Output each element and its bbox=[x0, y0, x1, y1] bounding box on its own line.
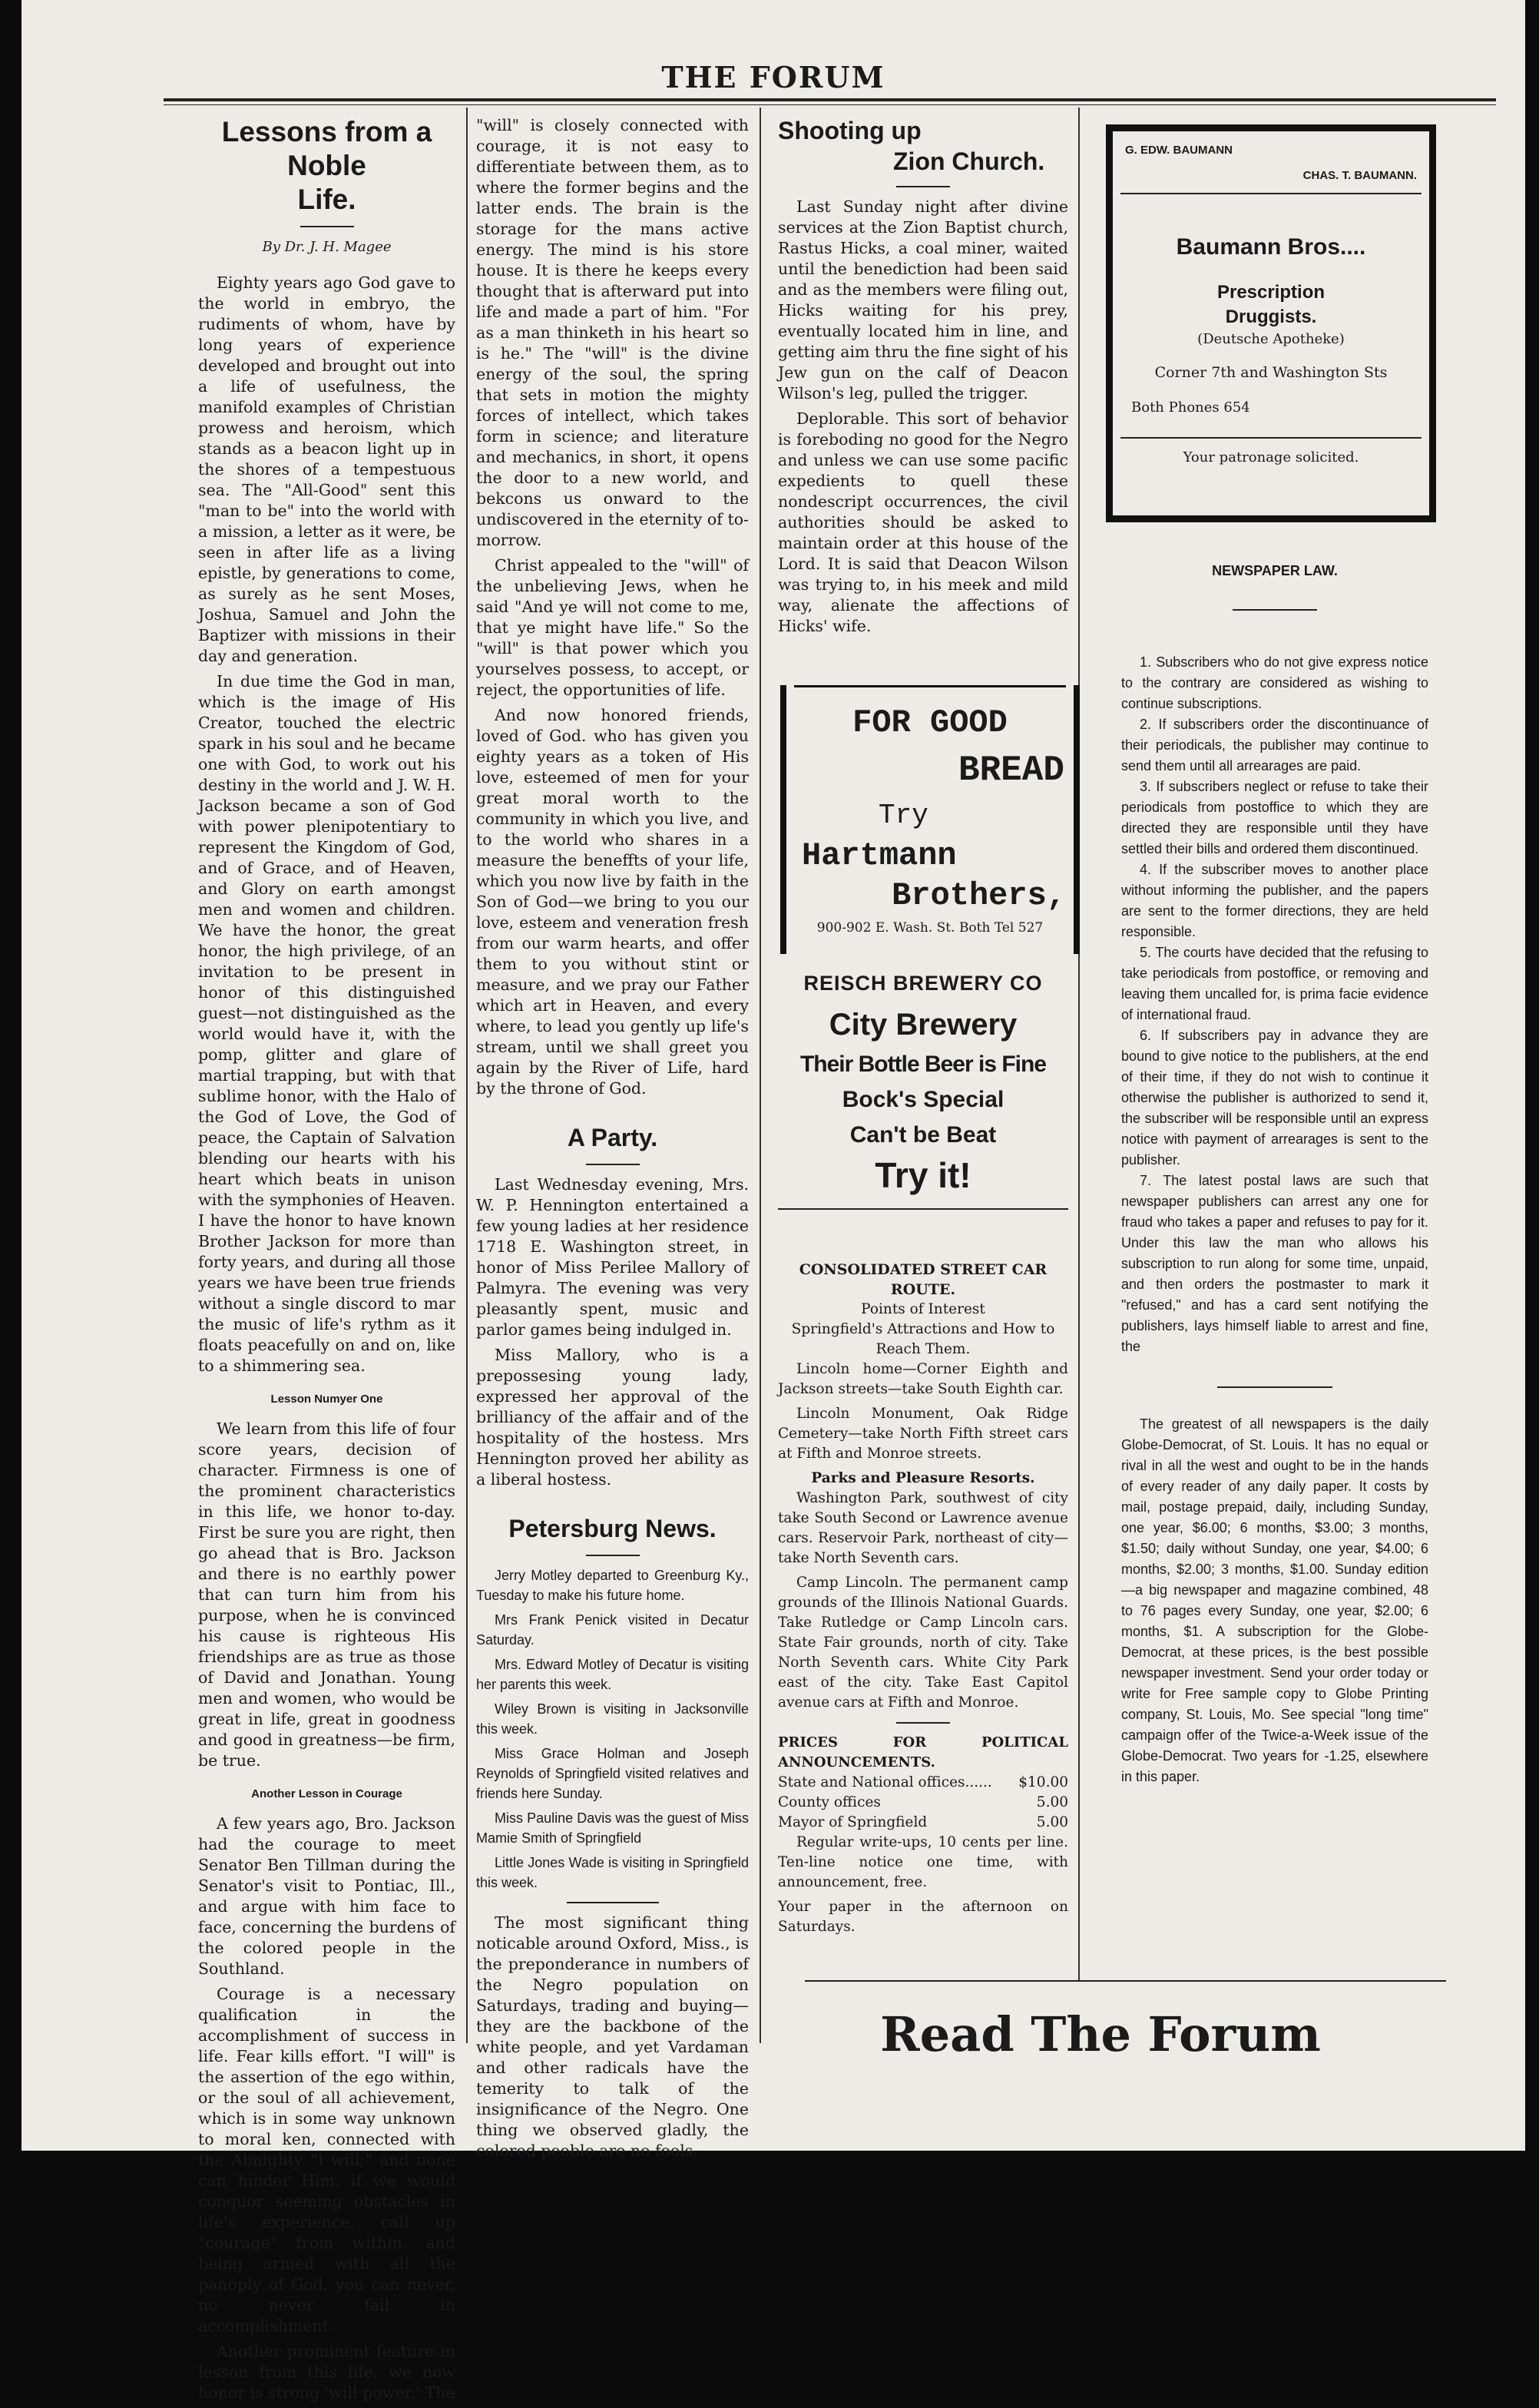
column-rule-3 bbox=[1078, 108, 1080, 1982]
news-item: Mrs Frank Penick visited in Decatur Saturday. bbox=[476, 1612, 749, 1648]
newspaper-page bbox=[22, 0, 1525, 2402]
bread-ad-address: 900-902 E. Wash. St. Both Tel 527 bbox=[816, 920, 1044, 936]
lessons-byline: By Dr. J. H. Magee bbox=[262, 239, 392, 255]
masthead: THE FORUM bbox=[661, 60, 885, 94]
brewery-ad-line2: City Brewery bbox=[829, 1008, 1018, 1042]
parks-title: Parks and Pleasure Resorts. bbox=[811, 1470, 1035, 1486]
lessons-paragraph: Courage is a necessary qualification in the accomplishment of success in life. Fear kills effort. "I will" is the assertion of the ego within, or the soul of all achievement, which is in some way unknown to moral ken, connected with the Almighty "I will;" and none can hinder Him. if we would conquor seeming obstacles in life's experience, call up "courage" from within, and being armed with all the panoply of God, you can never, no never fail in accomplishment. bbox=[198, 1985, 455, 2335]
bread-ad bbox=[780, 685, 1080, 954]
divider bbox=[1233, 609, 1317, 611]
baumann-name1: G. EDW. BAUMANN bbox=[1125, 144, 1233, 157]
zion-paragraph: Deplorable. This sort of behavior is foreboding no good for the Negro and unless we can use some pacific expedients to quell these nondescript occurrences, the civil authorities should be asked to maintain order at this house of the Lord. It is said that Deacon Wilson was trying to, in his meek and mild way, alienate the affections of Hicks' wife. bbox=[778, 409, 1068, 635]
divider bbox=[896, 186, 950, 187]
col2-paragraph: Christ appealed to the "will" of the unbelieving Jews, when he said "And ye will not come to me, that ye might have life." So the "will" is that power which you yourselves possess, to accept, or reject, the opportunities of life. bbox=[476, 556, 749, 699]
oxford-paragraph: The most significant thing noticable around Oxford, Miss., is the preponderance in numbers of the Negro population on Saturdays, trading and buying—they are the backbone of the white people, and yet Vardaman and other radicals have the temerity to talk of the insignificance of the Negro. One thing we observed gladly, the colored peoble are no fools. bbox=[476, 1913, 749, 2160]
prices-title: PRICES FOR POLITICAL ANNOUNCEMENTS. bbox=[778, 1734, 1068, 1770]
spacer bbox=[476, 1495, 749, 1512]
lessons-title-line2: Life. bbox=[297, 184, 356, 215]
divider bbox=[1217, 1386, 1332, 1388]
news-item: Little Jones Wade is visiting in Springfield this week. bbox=[476, 1855, 749, 1890]
zion-title-line2: Zion Church. bbox=[893, 147, 1045, 175]
news-item: Wiley Brown is visiting in Jacksonville this week. bbox=[476, 1701, 749, 1737]
price-label: State and National offices...... bbox=[778, 1774, 992, 1790]
price-label: County offices bbox=[778, 1794, 881, 1810]
streetcar-item: Lincoln home—Corner Eighth and Jackson streets—take South Eighth car. bbox=[778, 1361, 1068, 1397]
streetcar-item: Lincoln Monument, Oak Ridge Cemetery—take North Fifth street cars at Fifth and Monroe streets. bbox=[778, 1406, 1068, 1462]
divider bbox=[567, 1902, 659, 1903]
read-the-forum-banner: Read The Forum bbox=[880, 2006, 1321, 2062]
price-value: 5.00 bbox=[1036, 1794, 1068, 1810]
divider bbox=[300, 226, 354, 227]
streetcar-sub2: Springfield's Attractions and How to Reach Them. bbox=[791, 1321, 1055, 1357]
petersburg-items bbox=[476, 1565, 749, 1893]
zion-paragraph: Last Sunday night after divine services at the Zion Baptist church, Rastus Hicks, a coal miner, waited until the benediction had been said and as the members were filing out, Hicks waiting for his prey, eventually located him in line, and getting aim thru the fine sight of his Jew gun on the calf of Deacon Wilson's leg, pulled the trigger. bbox=[778, 197, 1068, 402]
bread-ad-line2: BREAD bbox=[958, 750, 1064, 790]
law-item: 4. If the subscriber moves to another place without informing the publisher, and the papers are sent to the former directions, they are held responsible. bbox=[1121, 862, 1428, 939]
brewery-ad-line5: Can't be Beat bbox=[849, 1122, 997, 1148]
divider bbox=[586, 1555, 640, 1556]
baumann-sub3: (Deutsche Apotheke) bbox=[1197, 331, 1345, 347]
masthead-rule bbox=[164, 98, 1496, 101]
column-two bbox=[476, 115, 749, 2166]
zion-title-line1: Shooting up bbox=[778, 117, 922, 144]
party-paragraph: Last Wednesday evening, Mrs. W. P. Hennington entertained a few young ladies at her residence 1718 E. Washington street, in honor of Miss Perilee Mallory of Palmyra. The evening was very pleasantly spent, music and parlor games being indulged in. bbox=[476, 1175, 749, 1339]
lessons-paragraph: A few years ago, Bro. Jackson had the courage to meet Senator Ben Tillman during the Senator's visit to Pontiac, Ill., and argue with him face to face, concerning the burdens of the colored people in the Southland. bbox=[198, 1814, 455, 1978]
col2-paragraph: "will" is closely connected with courage, it is not easy to differentiate between them, as to where the former begins and the latter ends. The brain is the storage for the mans active energy. The mind is his store house. It is there he keeps every thought that is afterward put into life and made a part of him. "For as a man thinketh in his heart so is he." The "will" is the divine energy of the soul, the spring that sets in motion the mighty forces of intellect, which takes form in science; and literature and mechanics, in short, it opens the door to a new world, and bekcons us onward to the undiscovered in the eternity of to-morrow. bbox=[476, 116, 749, 549]
streetcar-sub: Points of Interest bbox=[861, 1301, 985, 1317]
baumann-phones: Both Phones 654 bbox=[1131, 399, 1250, 416]
column-rule-1 bbox=[466, 108, 468, 2043]
bread-ad-line4: Hartmann bbox=[802, 837, 957, 874]
bread-ad-line1: FOR GOOD bbox=[852, 704, 1008, 741]
spacer bbox=[476, 1104, 749, 1121]
masthead-rule-thin bbox=[164, 104, 1496, 105]
baumann-title: Baumann Bros.... bbox=[1176, 234, 1366, 260]
law-item: 5. The courts have decided that the refusing to take periodicals from postoffice, or removing and leaving them uncalled for, is prima facie evidence of international fraud. bbox=[1121, 945, 1428, 1022]
brewery-ad-line3: Their Bottle Beer is Fine bbox=[799, 1052, 1047, 1077]
baumann-ad bbox=[1106, 124, 1436, 522]
law-item: 2. If subscribers order the discontinuance of their periodicals, the publisher may continue to send them until all arrearages are paid. bbox=[1121, 717, 1428, 773]
parks-item: Camp Lincoln. The permanent camp grounds of the Illinois National Guards. Take Rutledge or Camp Lincoln cars. State Fair grounds, north of city. Take North Seventh cars. White City Park east of the city. Take East Capitol avenue cars at Fifth and Monroe. bbox=[778, 1575, 1068, 1711]
news-item: Mrs. Edward Motley of Decatur is visiting her parents this week. bbox=[476, 1657, 749, 1692]
bread-ad-line3: Try bbox=[879, 800, 928, 831]
divider bbox=[896, 1722, 950, 1724]
party-paragraph: Miss Mallory, who is a prepossesing young lady, expressed her approval of the brilliancy of the affair and of the hospitality of the hostess. Mrs Hennington proved her ability as a liberal hostess. bbox=[476, 1346, 749, 1489]
prices-note: Your paper in the afternoon on Saturdays. bbox=[778, 1899, 1068, 1935]
law-item: 3. If subscribers neglect or refuse to take their periodicals from postoffice to which they are directed they are responsible until they have settled their bills and ordered them discontinued. bbox=[1121, 779, 1428, 856]
petersburg-title: Petersburg News. bbox=[508, 1515, 717, 1542]
lessons-paragraph: We learn from this life of four score years, decision of character. Firmness is one of the prominent characteristics in this life, we honor to-day. First be sure you are right, then go ahead that is Bro. Jackson and there is no earthly power that can turn him from his purpose, when he is convinced his cause is righteous His friendships are as true as those of David and Jonathan. Young men and women, who would be great in life, great in goodness and good in greatness—be firm, be true. bbox=[198, 1419, 455, 1770]
news-item: Miss Pauline Davis was the guest of Miss Mamie Smith of Springfield bbox=[476, 1810, 749, 1846]
column-rule-2 bbox=[760, 108, 761, 2043]
brewery-ad-line4: Bock's Special bbox=[842, 1087, 1004, 1112]
lessons-title-line1: Lessons from a Noble bbox=[221, 116, 432, 181]
lessons-subhead: Lesson Numyer One bbox=[270, 1393, 383, 1406]
baumann-names bbox=[1113, 131, 1429, 157]
lessons-paragraph: In due time the God in man, which is the image of His Creator, touched the electric spark in his soul and he became one with God, to work out his destiny in the world and J. W. H. Jackson became a son of God with power plenipotentiary to represent the Kingdom of God, and of Grace, and of Heaven, and Glory on earth amongst men and women and children. We have the honor, the great honor, the high privilege, of an invitation to be present in honor of this distinguished guest—not distinguished as the world would have it, with the pomp, glitter and glare of martial trapping, but with that sublime honor, with the Halo of the God of Love, the God of peace, the Captain of Salvation blending our hearts with his heart which beats in unison with the symphonies of Heaven. I have the honor to have known Brother Jackson for more than forty years, and during all those years we have been true friends without a single discord to mar the music of life's rythm as it floats peacefully on and on, like to a shimmering sea. bbox=[198, 672, 455, 1375]
baumann-address: Corner 7th and Washington Sts bbox=[1154, 364, 1388, 381]
prices-note: Regular write-ups, 10 cents per line. Ten-line notice one time, with announcement, free. bbox=[778, 1834, 1068, 1890]
baumann-sub1: Prescription bbox=[1216, 282, 1326, 303]
price-value: $10.00 bbox=[1018, 1774, 1068, 1790]
divider bbox=[1120, 193, 1422, 194]
newspaper-law bbox=[1121, 561, 1428, 1787]
law-item: 6. If subscribers pay in advance they are bound to give notice to the publishers, at the end of their time, if they do not wish to continue it otherwise the publisher is authorized to send it, the subscriber will be responsible until an express notice with payment of arrearages is sent to the publisher. bbox=[1121, 1028, 1428, 1168]
lessons-paragraph: Eighty years ago God gave to the world in embryo, the rudiments of whom, have by long years of experience developed and brought out into a life of usefulness, the manifold examples of Christian prowess and heroism, which stands as a beacon light up in the shores of a tempestuous sea. The "All-Good" sent this "man to be" into the world with a mission, a letter as it were, be seen in after life as a living epistle, by generations to come, as surely as he sent Moses, Joshua, Samuel and John the Baptizer with missions in their day and generation. bbox=[198, 273, 455, 665]
lessons-subhead: Another Lesson in Courage bbox=[251, 1787, 402, 1800]
divider bbox=[1120, 437, 1422, 439]
column-lessons bbox=[198, 115, 455, 2408]
streetcar-title: CONSOLIDATED STREET CAR ROUTE. bbox=[799, 1261, 1048, 1298]
price-row bbox=[778, 1793, 1068, 1813]
bread-ad-line5: Brothers, bbox=[892, 877, 1066, 914]
brewery-ad bbox=[778, 972, 1068, 1210]
divider bbox=[586, 1164, 640, 1165]
price-label: Mayor of Springfield bbox=[778, 1814, 928, 1830]
streetcar-section bbox=[778, 1260, 1068, 1942]
law-item: 1. Subscribers who do not give express notice to the contrary are considered as wishing to continue subscriptions. bbox=[1121, 654, 1428, 711]
divider bbox=[778, 1208, 1068, 1210]
lessons-paragraph: Another prominent feature in lesson from this life, we now honor is strong 'will power.' The bbox=[198, 2342, 455, 2402]
price-row bbox=[778, 1773, 1068, 1793]
news-item: Miss Grace Holman and Joseph Reynolds of Springfield visited relatives and friends here Sunday. bbox=[476, 1746, 749, 1801]
price-value: 5.00 bbox=[1036, 1814, 1068, 1830]
column-three bbox=[778, 115, 1068, 641]
news-item: Jerry Motley departed to Greenburg Ky., Tuesday to make his future home. bbox=[476, 1568, 749, 1603]
brewery-ad-line1: REISCH BREWERY CO bbox=[803, 972, 1043, 995]
baumann-sub2: Druggists. bbox=[1225, 306, 1317, 327]
law-title: NEWSPAPER LAW. bbox=[1212, 563, 1338, 578]
brewery-ad-line6: Try it! bbox=[875, 1155, 971, 1195]
party-title: A Party. bbox=[567, 1124, 658, 1151]
law-item: 7. The latest postal laws are such that newspaper publishers can arrest any one for fraud who takes a paper and refuses to pay for it. Under this law the man who allows his subscription to run along for some time, unpaid, and then orders the postmaster to mark it "refused," and has a card sent notifying the publishers, lays himself liable to arrest and fine, the bbox=[1121, 1173, 1428, 1354]
baumann-patronage: Your patronage solicited. bbox=[1183, 449, 1359, 465]
globe-paragraph: The greatest of all newspapers is the daily Globe-Democrat, of St. Louis. It has no equal or rival in all the west and ought to be in the hands of every reader of any daily paper. It costs by mail, postage prepaid, daily, including Sunday, one year, $6.00; 6 months, $3.00; 3 months, $1.50; daily without Sunday, one year, $4.00; 6 months, $2.00; 3 months, $1.00. Sunday edition—a big newspaper and magazine combined, 48 to 76 pages every Sunday, one year, $2.00; 6 months, $1. A subscription for the Globe-Democrat, at these prices, is the best possible newspaper investment. Send your order today or write for Free sample copy to Globe Printing company, St. Louis, Mo. See special "long time" campaign offer of the Twice-a-Week issue of the Globe-Democrat. Two years for -1.25, elsewhere in this paper. bbox=[1121, 1416, 1428, 1784]
baumann-name2: CHAS. T. BAUMANN. bbox=[1302, 169, 1417, 182]
parks-item: Washington Park, southwest of city take South Second or Lawrence avenue cars. Reservoir Park, northeast of city—take North Seventh cars. bbox=[778, 1490, 1068, 1566]
price-row bbox=[778, 1813, 1068, 1833]
banner-rule bbox=[805, 1980, 1446, 1982]
col2-paragraph: And now honored friends, loved of God. who has given you eighty years as a token of His love, esteemed of men for your great moral worth to the community in which you live, and to the world who shares in a measure the beneffts of your life, which you now live by faith in the Son of God—we bring to you our love, esteem and veneration fresh from our warm hearts, and offer them to you without stint or measure, and we pray our Father which art in Heaven, and every where, to lead you gently up life's stream, until we shall greet you again by the River of Life, hard by the throne of God. bbox=[476, 706, 749, 1098]
